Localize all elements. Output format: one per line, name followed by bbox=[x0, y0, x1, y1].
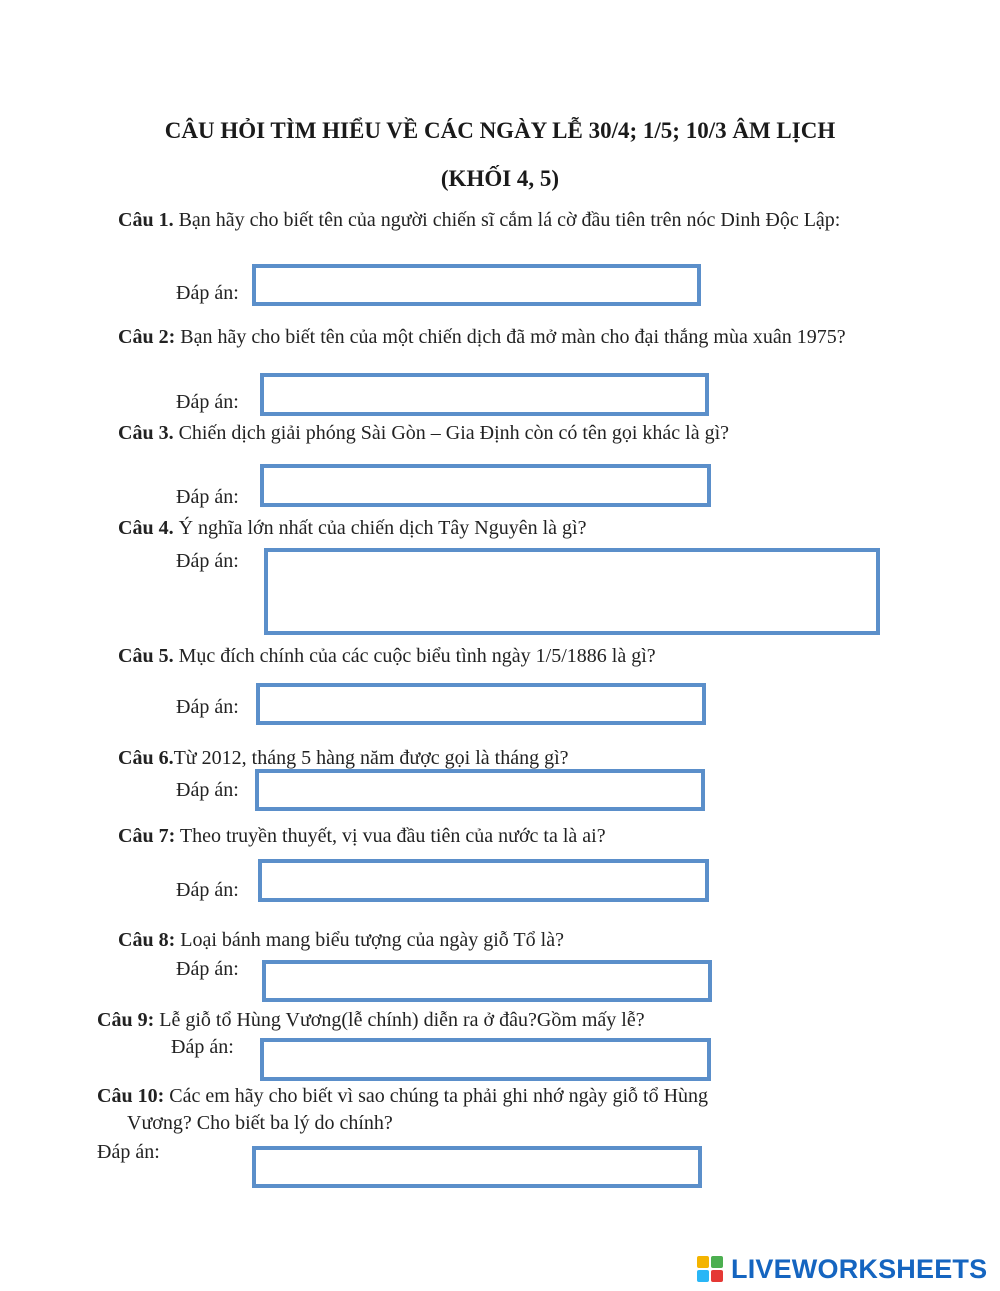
question-5-label: Câu 5. bbox=[118, 645, 174, 667]
answer-label-8: Đáp án: bbox=[176, 958, 239, 980]
question-4 bbox=[118, 513, 918, 544]
question-10-label: Câu 10: bbox=[97, 1085, 165, 1107]
question-4-text: Ý nghĩa lớn nhất của chiến dịch Tây Nguyên là gì? bbox=[173, 517, 587, 539]
answer-label-4: Đáp án: bbox=[176, 550, 239, 572]
question-8 bbox=[118, 925, 918, 956]
question-7-label: Câu 7: bbox=[118, 825, 176, 847]
page-subtitle: (KHỐI 4, 5) bbox=[440, 166, 560, 191]
answer-input-9[interactable] bbox=[260, 1038, 711, 1081]
question-8-text: Loại bánh mang biểu tượng của ngày giỗ Tổ là? bbox=[175, 929, 564, 951]
question-6-text: Từ 2012, tháng 5 hàng năm được gọi là tháng gì? bbox=[173, 747, 569, 769]
answer-input-8[interactable] bbox=[262, 960, 712, 1002]
question-10-line2: Vương? Cho biết ba lý do chính? bbox=[127, 1112, 393, 1134]
question-1 bbox=[118, 205, 878, 236]
question-1-label: Câu 1. bbox=[118, 209, 174, 231]
answer-label-6: Đáp án: bbox=[176, 779, 239, 801]
answer-input-10[interactable] bbox=[252, 1146, 702, 1188]
answer-label-10: Đáp án: bbox=[97, 1141, 160, 1163]
answer-label-5: Đáp án: bbox=[176, 696, 239, 718]
question-2-label: Câu 2: bbox=[118, 326, 176, 348]
answer-label-9: Đáp án: bbox=[171, 1036, 234, 1058]
question-8-label: Câu 8: bbox=[118, 929, 176, 951]
question-2-text: Bạn hãy cho biết tên của một chiến dịch đã mở màn cho đại thắng mùa xuân 1975? bbox=[175, 326, 846, 348]
liveworksheets-logo-icon bbox=[697, 1254, 727, 1284]
question-7 bbox=[118, 821, 918, 852]
question-2 bbox=[118, 322, 858, 353]
question-3 bbox=[118, 418, 918, 449]
answer-label-3: Đáp án: bbox=[176, 486, 239, 508]
question-9-label: Câu 9: bbox=[97, 1009, 155, 1031]
question-5-text: Mục đích chính của các cuộc biểu tình ngày 1/5/1886 là gì? bbox=[173, 645, 656, 667]
question-9 bbox=[97, 1005, 917, 1036]
answer-input-5[interactable] bbox=[256, 683, 706, 725]
question-3-label: Câu 3. bbox=[118, 422, 174, 444]
question-9-text: Lễ giỗ tổ Hùng Vương(lễ chính) diễn ra ở đâu?Gồm mấy lễ? bbox=[154, 1009, 645, 1031]
question-10-line1 bbox=[97, 1083, 917, 1110]
question-7-text: Theo truyền thuyết, vị vua đầu tiên của nước ta là ai? bbox=[175, 825, 606, 847]
answer-label-7: Đáp án: bbox=[176, 879, 239, 901]
answer-label-2: Đáp án: bbox=[176, 391, 239, 413]
answer-input-3[interactable] bbox=[260, 464, 711, 507]
answer-input-4[interactable] bbox=[264, 548, 880, 635]
question-3-text: Chiến dịch giải phóng Sài Gòn – Gia Định còn có tên gọi khác là gì? bbox=[173, 422, 730, 444]
question-4-label: Câu 4. bbox=[118, 517, 174, 539]
liveworksheets-logo bbox=[697, 1253, 987, 1285]
answer-input-6[interactable] bbox=[255, 769, 705, 811]
question-6-label: Câu 6. bbox=[118, 747, 174, 769]
page-title: CÂU HỎI TÌM HIỂU VỀ CÁC NGÀY LỄ 30/4; 1/5; 10/3 ÂM LỊCH bbox=[164, 118, 836, 143]
answer-label-1: Đáp án: bbox=[176, 282, 239, 304]
question-10 bbox=[97, 1083, 917, 1137]
liveworksheets-logo-text: LIVEWORKSHEETS bbox=[731, 1253, 988, 1284]
question-1-text: Bạn hãy cho biết tên của người chiến sĩ cắm lá cờ đầu tiên trên nóc Dinh Độc Lập: bbox=[173, 209, 841, 231]
question-5 bbox=[118, 641, 918, 672]
answer-input-7[interactable] bbox=[258, 859, 709, 902]
answer-input-2[interactable] bbox=[260, 373, 709, 416]
answer-input-1[interactable] bbox=[252, 264, 701, 306]
question-10-text-1: Các em hãy cho biết vì sao chúng ta phải ghi nhớ ngày giỗ tổ Hùng bbox=[164, 1085, 709, 1107]
